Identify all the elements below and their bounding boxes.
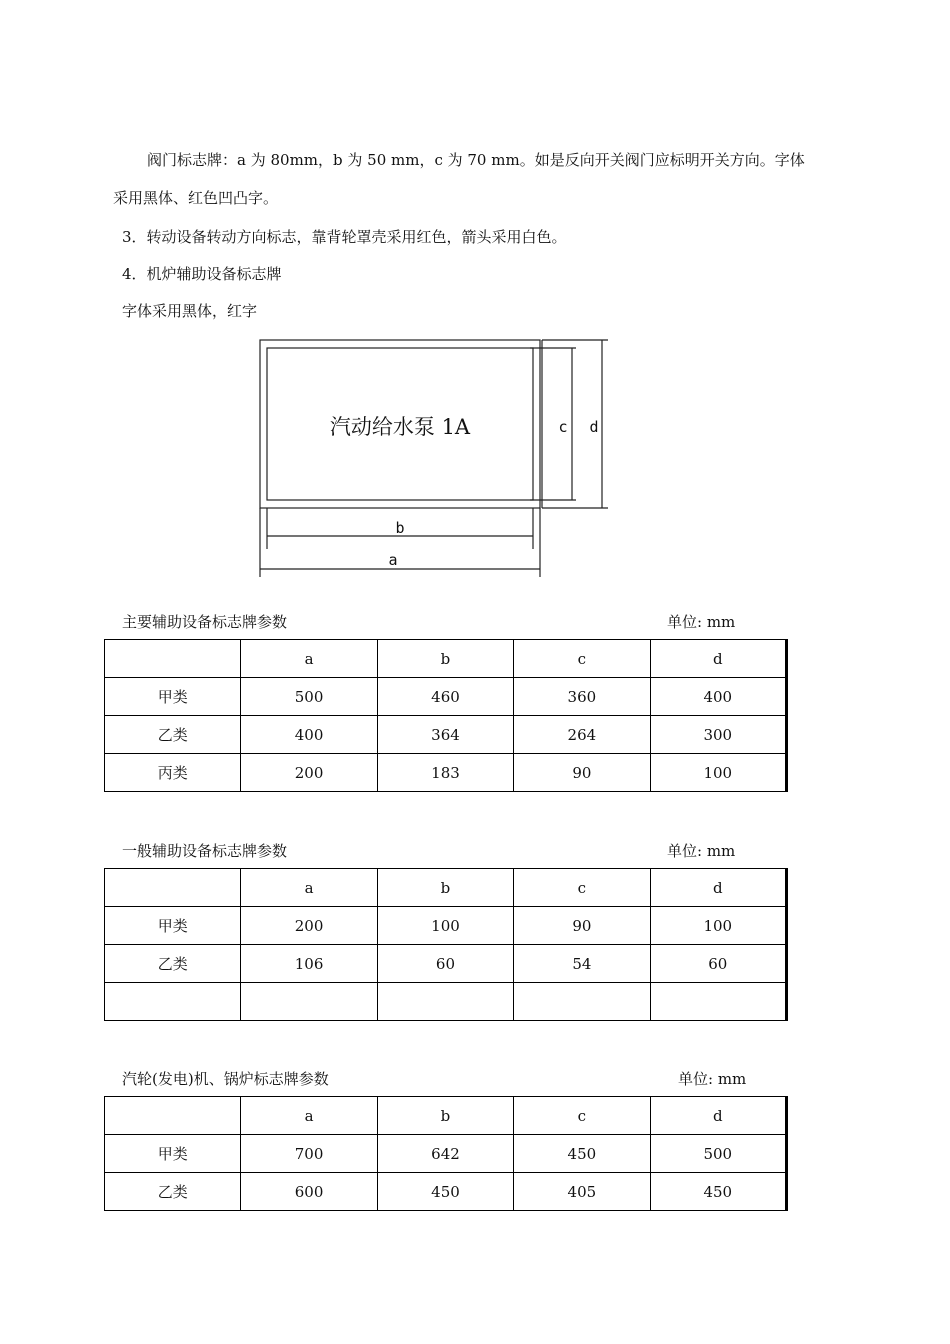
dimension-label-b: b — [395, 519, 405, 537]
intro-line-1: 阀门标志牌：a 为 80mm，b 为 50 mm，c 为 70 mm。如是反向开关阀门应标明开关方向。字体 — [147, 151, 805, 169]
table-cell: 60 — [377, 945, 513, 983]
table-row — [105, 1173, 787, 1211]
table-row — [105, 945, 787, 983]
table-header-row — [105, 640, 787, 678]
intro-line-2: 采用黑体、红色凹凸字。 — [113, 189, 279, 207]
header-cell-d: d — [650, 640, 786, 678]
table-cell: 600 — [241, 1173, 377, 1211]
table-row — [105, 754, 787, 792]
header-cell-b: b — [377, 1097, 513, 1135]
item-4-heading: 4．机炉辅助设备标志牌 — [122, 265, 282, 283]
table-cell — [241, 983, 377, 1021]
table-cell: 364 — [377, 716, 513, 754]
row-class-cell: 乙类 — [105, 1173, 241, 1211]
table-cell: 183 — [377, 754, 513, 792]
table-row — [105, 1135, 787, 1173]
table-cell: 500 — [650, 1135, 786, 1173]
main-aux-equipment-table — [104, 639, 788, 792]
row-class-cell: 乙类 — [105, 945, 241, 983]
table-cell: 400 — [241, 716, 377, 754]
header-cell-c: c — [514, 640, 650, 678]
table-row — [105, 907, 787, 945]
row-class-cell: 甲类 — [105, 678, 241, 716]
header-cell — [105, 640, 241, 678]
dimension-label-d: d — [589, 418, 599, 436]
header-cell-d: d — [650, 1097, 786, 1135]
table-cell: 264 — [514, 716, 650, 754]
table-2-caption: 一般辅助设备标志牌参数 — [122, 842, 288, 860]
table-cell: 500 — [241, 678, 377, 716]
table-cell: 90 — [514, 907, 650, 945]
font-note: 字体采用黑体，红字 — [122, 302, 258, 320]
header-cell-b: b — [377, 640, 513, 678]
general-aux-equipment-table — [104, 868, 788, 1021]
table-cell: 200 — [241, 907, 377, 945]
table-cell: 200 — [241, 754, 377, 792]
dimension-label-c: c — [558, 418, 568, 436]
row-class-cell: 丙类 — [105, 754, 241, 792]
table-cell: 460 — [377, 678, 513, 716]
row-class-cell: 甲类 — [105, 1135, 241, 1173]
table-cell: 450 — [377, 1173, 513, 1211]
header-cell-c: c — [514, 1097, 650, 1135]
table-2-unit: 单位: mm — [667, 842, 736, 860]
sign-dimension-diagram — [250, 333, 620, 583]
header-cell-d: d — [650, 869, 786, 907]
table-1-caption: 主要辅助设备标志牌参数 — [122, 613, 288, 631]
table-cell: 60 — [650, 945, 786, 983]
table-cell: 54 — [514, 945, 650, 983]
table-cell: 100 — [650, 907, 786, 945]
table-cell — [377, 983, 513, 1021]
table-cell: 450 — [514, 1135, 650, 1173]
table-header-row — [105, 1097, 787, 1135]
header-cell — [105, 1097, 241, 1135]
table-row — [105, 678, 787, 716]
table-3-caption: 汽轮(发电)机、锅炉标志牌参数 — [122, 1070, 329, 1088]
table-cell: 90 — [514, 754, 650, 792]
table-cell: 400 — [650, 678, 786, 716]
header-cell — [105, 869, 241, 907]
table-cell: 405 — [514, 1173, 650, 1211]
table-cell — [105, 983, 241, 1021]
header-cell-a: a — [241, 640, 377, 678]
table-cell: 100 — [377, 907, 513, 945]
item-3-rotation-direction: 3．转动设备转动方向标志，靠背轮罩壳采用红色，箭头采用白色。 — [122, 228, 567, 246]
table-cell — [650, 983, 786, 1021]
dimension-label-a: a — [388, 551, 398, 569]
header-cell-a: a — [241, 869, 377, 907]
table-cell: 642 — [377, 1135, 513, 1173]
table-1-unit: 单位: mm — [667, 613, 736, 631]
table-cell: 100 — [650, 754, 786, 792]
table-header-row — [105, 869, 787, 907]
table-row-empty — [105, 983, 787, 1021]
header-cell-b: b — [377, 869, 513, 907]
row-class-cell: 乙类 — [105, 716, 241, 754]
turbine-boiler-table — [104, 1096, 788, 1211]
row-class-cell: 甲类 — [105, 907, 241, 945]
table-cell: 360 — [514, 678, 650, 716]
header-cell-c: c — [514, 869, 650, 907]
table-cell: 700 — [241, 1135, 377, 1173]
table-cell: 450 — [650, 1173, 786, 1211]
table-cell: 300 — [650, 716, 786, 754]
header-cell-a: a — [241, 1097, 377, 1135]
intro-paragraph — [113, 150, 843, 208]
table-3-unit: 单位: mm — [678, 1070, 747, 1088]
sign-sample-text: 汽动给水泵 1A — [329, 415, 471, 439]
table-row — [105, 716, 787, 754]
table-cell — [514, 983, 650, 1021]
table-cell: 106 — [241, 945, 377, 983]
